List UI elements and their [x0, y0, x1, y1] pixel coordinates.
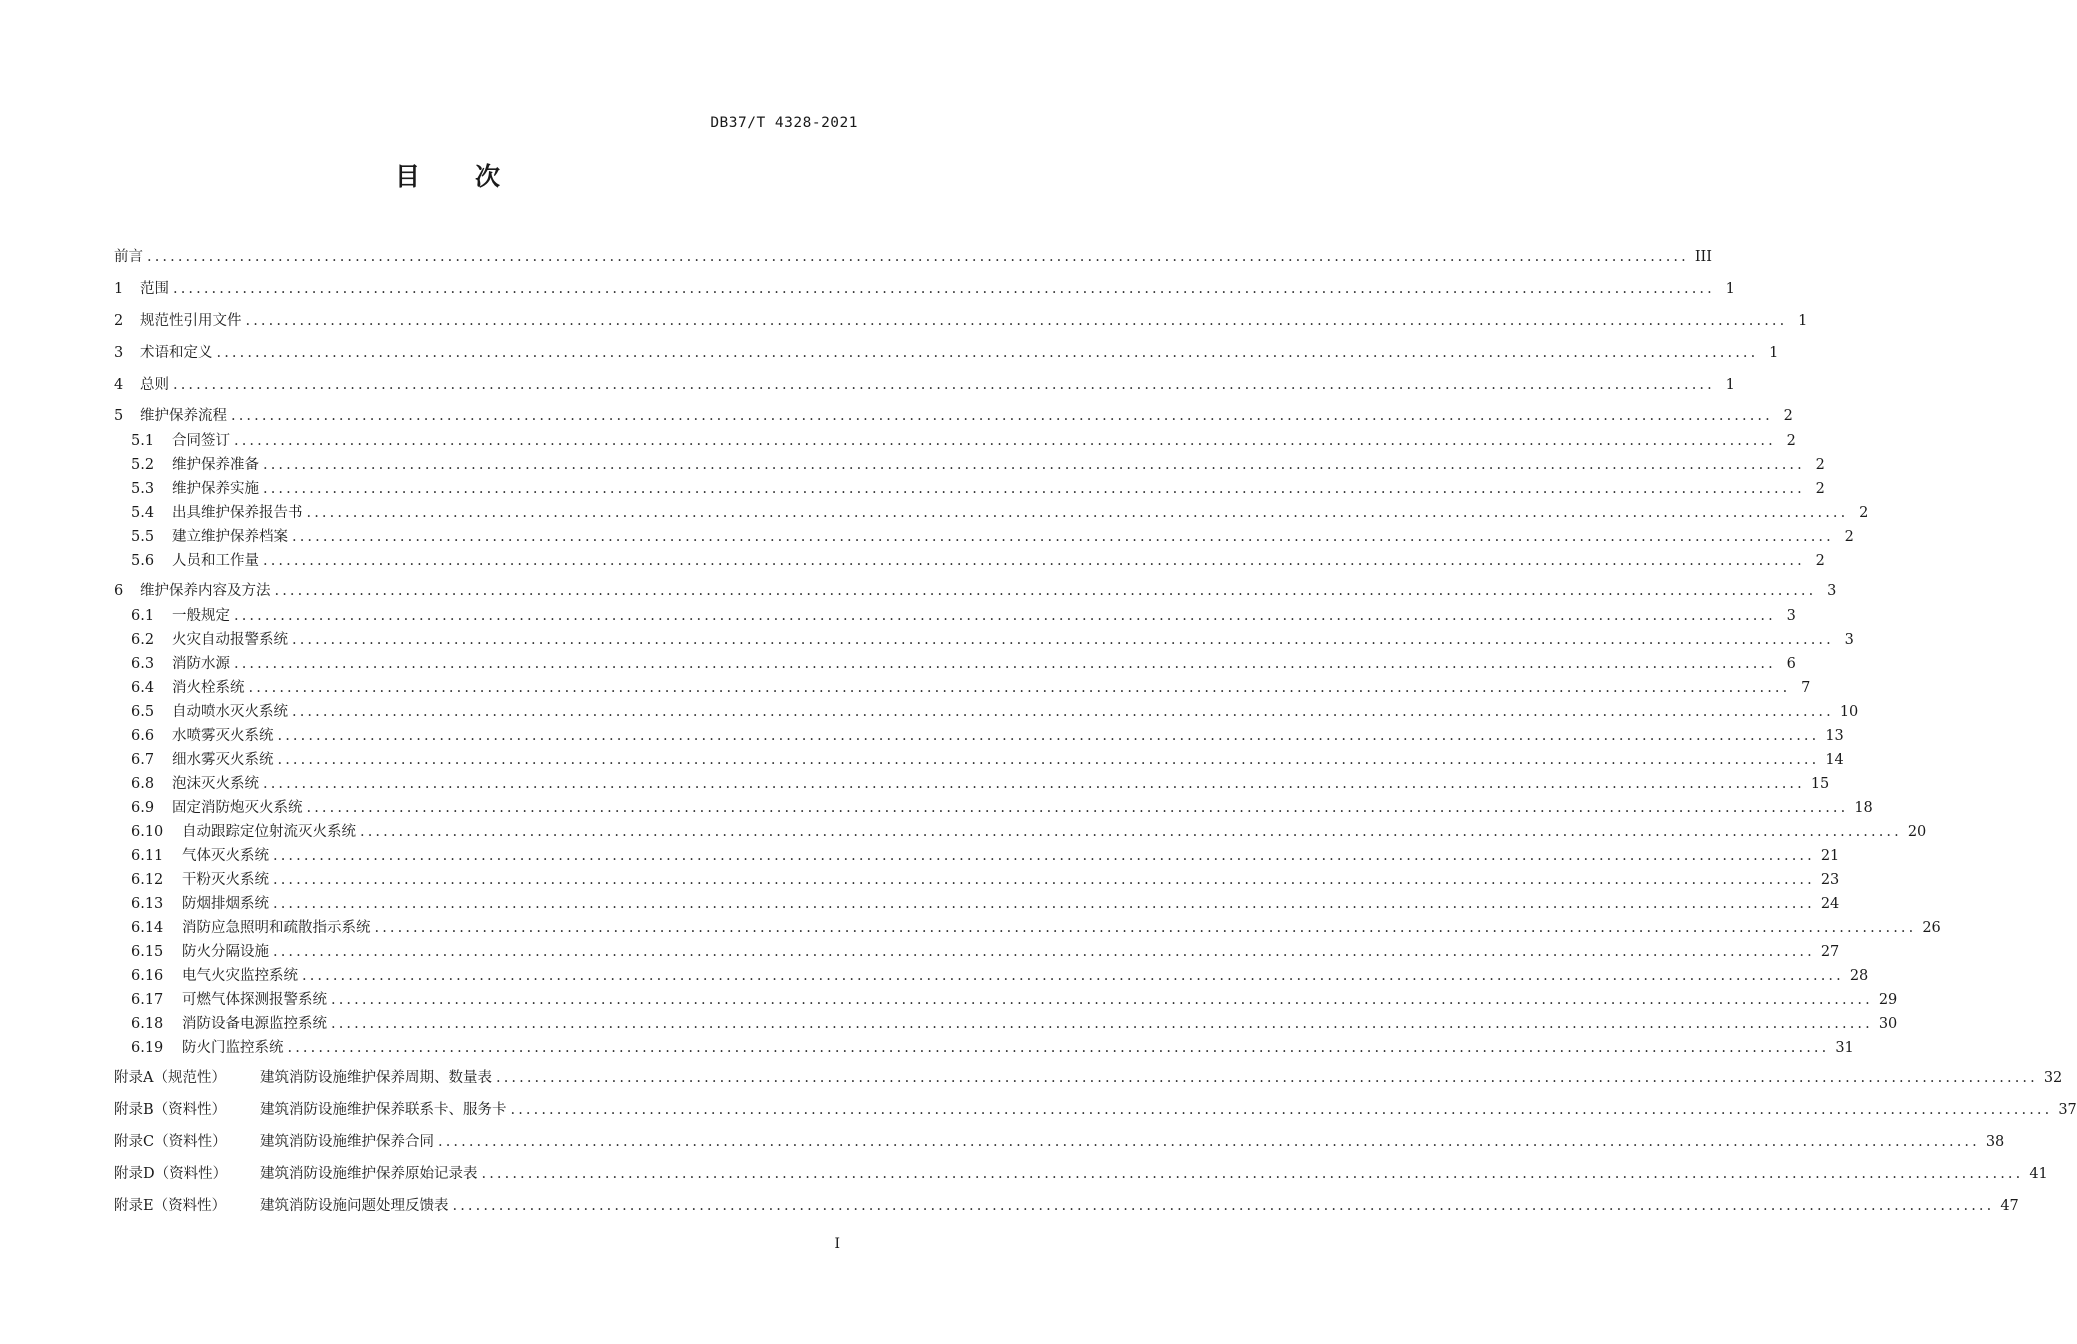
toc-leader-dots: ........................................................................................................................................................................................................	[147, 249, 1689, 265]
toc-entry-number: 6.9	[131, 800, 155, 816]
toc-entry[interactable]	[131, 893, 1840, 915]
toc-entry-number: 6.4	[131, 680, 155, 696]
toc-page-number: 28	[1849, 968, 1869, 984]
toc-entry-title: 消防应急照明和疏散指示系统	[182, 920, 371, 936]
toc-entry-number: 附录E（资料性）	[114, 1198, 227, 1214]
toc-entry-number: 6.1	[131, 608, 155, 624]
toc-entry-number: 6.2	[131, 632, 155, 648]
toc-entry-title: 合同签订	[172, 433, 230, 449]
toc-entry-label	[114, 310, 246, 332]
toc-leader-dots: ........................................................................................................................................................................................................	[263, 776, 1805, 792]
toc-page-number: 27	[1820, 944, 1840, 960]
toc-entry[interactable]	[114, 278, 1735, 300]
toc-page-number: 32	[2043, 1070, 2063, 1086]
toc-appendix-entry[interactable]	[114, 1099, 2077, 1121]
toc-leader-dots: ........................................................................................................................................................................................................	[277, 728, 1820, 744]
toc-entry-number: 6.7	[131, 752, 155, 768]
toc-entry-title: 术语和定义	[140, 345, 213, 361]
toc-entry-number: 附录A（规范性）	[114, 1070, 226, 1086]
toc-entry-number: 2	[114, 313, 124, 329]
toc-page-number: 31	[1835, 1040, 1854, 1056]
toc-entry-label	[114, 342, 217, 364]
toc-entry-label	[131, 701, 292, 723]
toc-page-number: 6	[1786, 656, 1796, 672]
toc-leader-dots: ........................................................................................................................................................................................................	[292, 529, 1834, 545]
toc-entry[interactable]	[131, 454, 1825, 476]
toc-entry-number: 6.5	[131, 704, 155, 720]
toc-page-number: 2	[1815, 457, 1825, 473]
toc-entry[interactable]	[131, 701, 1859, 723]
toc-page-number: 14	[1825, 752, 1844, 768]
toc-page-number: 38	[1985, 1134, 2005, 1150]
toc-entry-label	[131, 1013, 331, 1035]
toc-entry[interactable]	[131, 941, 1840, 963]
toc-leader-dots: ........................................................................................................................................................................................................	[263, 553, 1805, 569]
toc-entry-number: 5.6	[131, 553, 155, 569]
toc-page-number: 10	[1839, 704, 1859, 720]
toc-page-number: 1	[1798, 313, 1808, 329]
toc-leader-dots: ........................................................................................................................................................................................................	[292, 632, 1834, 648]
toc-entry-title: 维护保养实施	[172, 481, 259, 497]
toc-entry-title: 建立维护保养档案	[172, 529, 288, 545]
toc-entry-number: 5.1	[131, 433, 155, 449]
toc-entry-title: 气体灭火系统	[182, 848, 269, 864]
toc-entry-title: 建筑消防设施维护保养原始记录表	[260, 1166, 478, 1182]
toc-entry-number: 6.6	[131, 728, 155, 744]
toc-page-number: 2	[1859, 505, 1869, 521]
toc-page-number: 29	[1878, 992, 1898, 1008]
toc-entry[interactable]	[131, 550, 1825, 572]
toc-entry-number: 5.2	[131, 457, 155, 473]
toc-leader-dots: ........................................................................................................................................................................................................	[331, 992, 1873, 1008]
toc-entry[interactable]	[131, 869, 1840, 891]
page-title: 目次	[394, 162, 555, 191]
toc-entry-label	[131, 653, 234, 675]
toc-entry-label	[131, 1037, 288, 1059]
toc-leader-dots: ........................................................................................................................................................................................................	[277, 752, 1820, 768]
toc-appendix-entry[interactable]	[114, 1163, 2048, 1185]
toc-entry-number: 6.10	[131, 824, 164, 840]
toc-entry-title: 维护保养准备	[172, 457, 259, 473]
toc-leader-dots: ........................................................................................................................................................................................................	[306, 505, 1849, 521]
toc-entry-title: 干粉灭火系统	[182, 872, 269, 888]
toc-page-number: III	[1694, 249, 1713, 265]
toc-entry-label	[114, 1099, 511, 1121]
toc-entry-label	[131, 430, 234, 452]
toc-entry-label	[131, 773, 263, 795]
toc-entry-label	[114, 405, 231, 427]
toc-page-number: 18	[1854, 800, 1873, 816]
toc-entry-label	[114, 1163, 482, 1185]
toc-entry-label	[131, 605, 234, 627]
toc-page-number: 7	[1801, 680, 1811, 696]
toc-entry-title: 范围	[140, 281, 169, 297]
toc-entry-title: 消防设备电源监控系统	[182, 1016, 327, 1032]
toc-entry-number: 3	[114, 345, 124, 361]
toc-entry-title: 防火分隔设施	[182, 944, 269, 960]
toc-entry[interactable]	[131, 629, 1854, 651]
toc-entry-number: 附录B（资料性）	[114, 1102, 227, 1118]
toc-leader-dots: ........................................................................................................................................................................................................	[273, 896, 1815, 912]
toc-entry[interactable]	[131, 845, 1840, 867]
toc-page-number: 15	[1810, 776, 1830, 792]
toc-entry-title: 自动跟踪定位射流灭火系统	[182, 824, 356, 840]
toc-entry-number: 6.19	[131, 1040, 164, 1056]
toc-entry[interactable]	[131, 605, 1796, 627]
toc-entry-title: 一般规定	[172, 608, 230, 624]
toc-entry[interactable]	[131, 430, 1796, 452]
toc-leader-dots: ........................................................................................................................................................................................................	[231, 408, 1773, 424]
toc-entry[interactable]	[131, 677, 1811, 699]
toc-page-number: 20	[1907, 824, 1927, 840]
toc-entry-label	[131, 869, 273, 891]
toc-leader-dots: ........................................................................................................................................................................................................	[292, 704, 1834, 720]
toc-page-number: 1	[1725, 281, 1735, 297]
toc-page-number: 26	[1922, 920, 1941, 936]
toc-entry[interactable]	[131, 725, 1844, 747]
toc-entry-title: 泡沫灭火系统	[172, 776, 259, 792]
toc-entry-title: 规范性引用文件	[140, 313, 242, 329]
toc-leader-dots: ........................................................................................................................................................................................................	[245, 313, 1788, 329]
toc-entry[interactable]	[131, 917, 1941, 939]
toc-entry-label	[131, 821, 360, 843]
toc-leader-dots: ........................................................................................................................................................................................................	[234, 433, 1776, 449]
toc-entry-title: 固定消防炮灭火系统	[172, 800, 303, 816]
toc-leader-dots: ........................................................................................................................................................................................................	[173, 377, 1715, 393]
toc-entry-number: 5.3	[131, 481, 155, 497]
toc-entry-label	[131, 845, 273, 867]
toc-entry-number: 5	[114, 408, 124, 424]
toc-entry-label	[131, 941, 273, 963]
standard-code: DB37/T 4328-2021	[710, 115, 858, 131]
toc-entry-number: 6.13	[131, 896, 164, 912]
toc-entry-label	[131, 893, 273, 915]
toc-entry-number: 6.15	[131, 944, 164, 960]
toc-page-number: 24	[1820, 896, 1840, 912]
toc-entry-number: 6.8	[131, 776, 155, 792]
toc-entry[interactable]	[114, 342, 1779, 364]
toc-entry-number: 6.18	[131, 1016, 164, 1032]
toc-entry-title: 可燃气体探测报警系统	[182, 992, 327, 1008]
toc-entry-label	[114, 1131, 438, 1153]
toc-page-number: 41	[2029, 1166, 2048, 1182]
toc-entry-title: 防烟排烟系统	[182, 896, 269, 912]
toc-leader-dots: ........................................................................................................................................................................................................	[306, 800, 1849, 816]
toc-leader-dots: ........................................................................................................................................................................................................	[302, 968, 1844, 984]
toc-leader-dots: ........................................................................................................................................................................................................	[496, 1070, 2038, 1086]
toc-entry[interactable]	[114, 580, 1837, 602]
toc-entry-number: 6.17	[131, 992, 164, 1008]
toc-appendix-entry[interactable]	[114, 1131, 2005, 1153]
toc-entry-label	[131, 725, 278, 747]
toc-entry-number: 附录C（资料性）	[114, 1134, 227, 1150]
toc-page-number: 1	[1725, 377, 1735, 393]
toc-entry-label	[131, 526, 292, 548]
toc-entry[interactable]	[131, 989, 1898, 1011]
toc-entry-number: 5.4	[131, 505, 155, 521]
toc-page-number: 2	[1786, 433, 1796, 449]
toc-entry-number: 5.5	[131, 529, 155, 545]
toc-entry-number: 6.11	[131, 848, 164, 864]
toc-leader-dots: ........................................................................................................................................................................................................	[287, 1040, 1830, 1056]
toc-leader-dots: ........................................................................................................................................................................................................	[263, 481, 1805, 497]
toc-leader-dots: ........................................................................................................................................................................................................	[481, 1166, 2024, 1182]
toc-page-number: 21	[1820, 848, 1840, 864]
toc-entry-title: 维护保养流程	[140, 408, 227, 424]
toc-entry-label	[131, 550, 263, 572]
toc-entry-label	[131, 917, 375, 939]
toc-entry-number: 4	[114, 377, 124, 393]
toc-leader-dots: ........................................................................................................................................................................................................	[274, 583, 1817, 599]
toc-entry-number: 6.16	[131, 968, 164, 984]
toc-page-number: 1	[1769, 345, 1779, 361]
toc-leader-dots: ........................................................................................................................................................................................................	[374, 920, 1917, 936]
toc-page-number: 30	[1878, 1016, 1898, 1032]
toc-leader-dots: ........................................................................................................................................................................................................	[173, 281, 1715, 297]
toc-page-number: 3	[1827, 583, 1837, 599]
toc-leader-dots: ........................................................................................................................................................................................................	[510, 1102, 2053, 1118]
toc-entry-label	[131, 454, 263, 476]
toc-leader-dots: ........................................................................................................................................................................................................	[234, 608, 1776, 624]
toc-page-number: 13	[1825, 728, 1844, 744]
toc-entry-title: 建筑消防设施维护保养联系卡、服务卡	[260, 1102, 507, 1118]
toc-leader-dots: ........................................................................................................................................................................................................	[263, 457, 1805, 473]
toc-entry-title: 消火栓系统	[172, 680, 245, 696]
toc-page-number: 2	[1815, 481, 1825, 497]
toc-leader-dots: ........................................................................................................................................................................................................	[216, 345, 1759, 361]
toc-entry-label	[131, 478, 263, 500]
toc-page-number: 2	[1844, 529, 1854, 545]
toc-entry-number: 6	[114, 583, 124, 599]
toc-page-number: 2	[1783, 408, 1793, 424]
toc-page-number: 3	[1844, 632, 1854, 648]
toc-entry-label	[114, 246, 147, 268]
toc-entry-title: 维护保养内容及方法	[140, 583, 271, 599]
toc-entry-title: 电气火灾监控系统	[182, 968, 298, 984]
toc-entry-title: 出具维护保养报告书	[172, 505, 303, 521]
toc-entry-title: 建筑消防设施问题处理反馈表	[260, 1198, 449, 1214]
toc-entry-title: 自动喷水灭火系统	[172, 704, 288, 720]
toc-entry[interactable]	[114, 405, 1793, 427]
toc-leader-dots: ........................................................................................................................................................................................................	[438, 1134, 1980, 1150]
toc-entry-number: 6.14	[131, 920, 164, 936]
toc-entry-label	[114, 580, 275, 602]
toc-leader-dots: ........................................................................................................................................................................................................	[360, 824, 1902, 840]
toc-page-number: 3	[1786, 608, 1796, 624]
toc-appendix-entry[interactable]	[114, 1067, 2063, 1089]
toc-appendix-entry[interactable]	[114, 1195, 2019, 1217]
toc-entry[interactable]	[131, 653, 1796, 675]
toc-leader-dots: ........................................................................................................................................................................................................	[234, 656, 1776, 672]
toc-entry-title: 建筑消防设施维护保养周期、数量表	[260, 1070, 492, 1086]
toc-entry-title: 前言	[114, 249, 143, 265]
toc-entry[interactable]	[131, 478, 1825, 500]
toc-entry-title: 建筑消防设施维护保养合同	[260, 1134, 434, 1150]
toc-entry-number: 1	[114, 281, 124, 297]
toc-entry-title: 总则	[140, 377, 169, 393]
toc-entry[interactable]	[131, 502, 1869, 524]
toc-entry-label	[131, 749, 278, 771]
toc-leader-dots: ........................................................................................................................................................................................................	[273, 848, 1815, 864]
page-number: I	[834, 1236, 840, 1252]
toc-entry-label	[131, 797, 307, 819]
toc-page-number: 47	[2000, 1198, 2019, 1214]
toc-entry-title: 人员和工作量	[172, 553, 259, 569]
toc-entry[interactable]	[114, 374, 1735, 396]
toc-leader-dots: ........................................................................................................................................................................................................	[331, 1016, 1873, 1032]
toc-entry-number: 6.3	[131, 656, 155, 672]
toc-entry-label	[131, 989, 331, 1011]
toc-page-number: 23	[1820, 872, 1840, 888]
toc-entry-label	[114, 374, 173, 396]
toc-entry[interactable]	[131, 1037, 1854, 1059]
toc-leader-dots: ........................................................................................................................................................................................................	[273, 944, 1815, 960]
toc-leader-dots: ........................................................................................................................................................................................................	[248, 680, 1791, 696]
toc-entry[interactable]	[131, 749, 1844, 771]
toc-entry-label	[131, 965, 302, 987]
toc-page-number: 37	[2058, 1102, 2077, 1118]
toc-entry-title: 消防水源	[172, 656, 230, 672]
toc-entry-label	[114, 1067, 496, 1089]
toc-leader-dots: ........................................................................................................................................................................................................	[273, 872, 1815, 888]
toc-entry-title: 火灾自动报警系统	[172, 632, 288, 648]
toc-leader-dots: ........................................................................................................................................................................................................	[452, 1198, 1995, 1214]
toc-entry-label	[131, 677, 249, 699]
toc-entry-label	[114, 1195, 453, 1217]
toc-entry[interactable]	[114, 246, 1713, 268]
toc-entry-number: 附录D（资料性）	[114, 1166, 228, 1182]
toc-entry-number: 6.12	[131, 872, 164, 888]
toc-entry[interactable]	[131, 526, 1854, 548]
toc-entry-label	[114, 278, 173, 300]
toc-entry[interactable]	[131, 797, 1873, 819]
toc-entry-title: 细水雾灭火系统	[172, 752, 274, 768]
toc-entry[interactable]	[114, 310, 1808, 332]
toc-entry-label	[131, 502, 307, 524]
toc-entry[interactable]	[131, 965, 1869, 987]
toc-page-number: 2	[1815, 553, 1825, 569]
toc-entry[interactable]	[131, 1013, 1898, 1035]
toc-entry[interactable]	[131, 773, 1830, 795]
toc-entry-label	[131, 629, 292, 651]
toc-entry-title: 防火门监控系统	[182, 1040, 284, 1056]
toc-entry[interactable]	[131, 821, 1927, 843]
toc-entry-title: 水喷雾灭火系统	[172, 728, 274, 744]
